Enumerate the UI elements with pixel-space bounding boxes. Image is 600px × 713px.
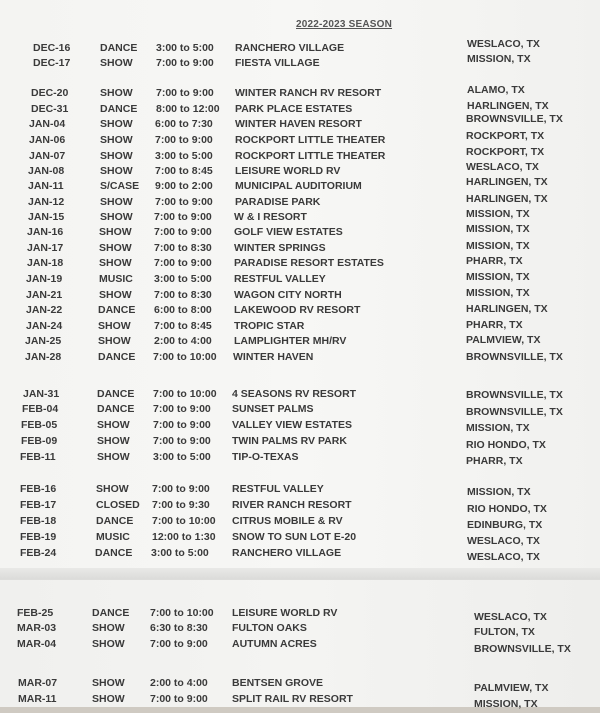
row-time: 6:00 to 8:00 <box>154 304 212 316</box>
schedule-row <box>0 499 600 514</box>
row-type: SHOW <box>99 242 132 254</box>
row-city: MISSION, TX <box>466 271 530 283</box>
row-venue: SPLIT RAIL RV RESORT <box>232 693 353 705</box>
row-time: 8:00 to 12:00 <box>156 103 220 115</box>
row-time: 3:00 to 5:00 <box>154 273 212 285</box>
row-time: 7:00 to 10:00 <box>153 388 217 400</box>
row-time: 7:00 to 10:00 <box>150 607 214 619</box>
row-city: PHARR, TX <box>466 255 523 267</box>
row-venue: PARADISE RESORT ESTATES <box>234 257 384 269</box>
row-city: ROCKPORT, TX <box>466 130 545 142</box>
row-venue: W & I RESORT <box>234 211 307 223</box>
row-type: DANCE <box>97 403 135 415</box>
row-time: 7:00 to 8:30 <box>154 242 212 254</box>
row-date: JAN-12 <box>28 196 65 208</box>
row-date: JAN-31 <box>23 388 60 400</box>
schedule-row <box>0 531 600 546</box>
row-city: BROWNSVILLE, TX <box>466 389 563 401</box>
row-type: DANCE <box>96 515 134 527</box>
row-city: ROCKPORT, TX <box>466 146 545 158</box>
row-venue: WINTER RANCH RV RESORT <box>235 87 382 99</box>
row-venue: WAGON CITY NORTH <box>234 289 342 301</box>
row-time: 7:00 to 9:00 <box>153 435 211 447</box>
schedule-row <box>0 403 600 418</box>
row-time: 7:00 to 9:00 <box>150 693 208 705</box>
row-type: SHOW <box>97 451 130 463</box>
row-city: RIO HONDO, TX <box>466 439 546 451</box>
row-city: BROWNSVILLE, TX <box>474 643 571 655</box>
row-venue: AUTUMN ACRES <box>232 638 317 650</box>
row-city: WESLACO, TX <box>467 551 540 563</box>
row-type: SHOW <box>92 677 125 689</box>
row-time: 7:00 to 9:00 <box>154 257 212 269</box>
schedule-row <box>0 335 600 350</box>
row-time: 7:00 to 8:45 <box>154 320 212 332</box>
row-time: 7:00 to 8:30 <box>154 289 212 301</box>
row-time: 7:00 to 9:00 <box>153 403 211 415</box>
row-city: WESLACO, TX <box>467 38 540 50</box>
row-city: MISSION, TX <box>466 422 530 434</box>
row-type: SHOW <box>99 289 132 301</box>
row-time: 7:00 to 9:00 <box>152 483 210 495</box>
schedule-row <box>0 638 600 653</box>
row-venue: ROCKPORT LITTLE THEATER <box>235 134 386 146</box>
row-type: MUSIC <box>96 531 130 543</box>
row-city: MISSION, TX <box>466 287 530 299</box>
row-time: 7:00 to 9:00 <box>153 419 211 431</box>
row-venue: LAKEWOOD RV RESORT <box>234 304 361 316</box>
row-type: DANCE <box>98 304 136 316</box>
row-time: 7:00 to 9:00 <box>156 87 214 99</box>
row-date: MAR-07 <box>18 677 58 689</box>
row-time: 2:00 to 4:00 <box>150 677 208 689</box>
schedule-row <box>0 289 600 304</box>
row-city: HARLINGEN, TX <box>466 193 548 205</box>
schedule-row <box>0 53 600 72</box>
row-city: HARLINGEN, TX <box>467 100 549 112</box>
row-type: SHOW <box>100 150 133 162</box>
row-type: SHOW <box>99 226 132 238</box>
row-date: FEB-24 <box>20 547 57 559</box>
row-date: FEB-25 <box>17 607 54 619</box>
season-title: 2022-2023 SEASON <box>296 19 393 30</box>
row-venue: RESTFUL VALLEY <box>234 273 326 285</box>
row-time: 9:00 to 2:00 <box>155 180 213 192</box>
row-city: HARLINGEN, TX <box>466 176 548 188</box>
row-venue: WINTER HAVEN RESORT <box>235 118 362 130</box>
schedule-row <box>0 419 600 434</box>
row-date: JAN-08 <box>28 165 65 177</box>
row-venue: TROPIC STAR <box>234 320 305 332</box>
row-venue: RANCHERO VILLAGE <box>232 547 342 559</box>
row-type: SHOW <box>97 419 130 431</box>
row-type: SHOW <box>100 87 133 99</box>
schedule-row <box>0 515 600 530</box>
row-type: SHOW <box>97 435 130 447</box>
row-type: SHOW <box>100 134 133 146</box>
row-type: SHOW <box>99 257 132 269</box>
row-date: DEC-31 <box>31 103 69 115</box>
row-city: PALMVIEW, TX <box>474 682 549 694</box>
row-date: FEB-18 <box>20 515 57 527</box>
row-time: 7:00 to 9:00 <box>155 196 213 208</box>
row-venue: RESTFUL VALLEY <box>232 483 324 495</box>
row-date: JAN-17 <box>27 242 64 254</box>
schedule-row <box>0 435 600 450</box>
row-time: 3:00 to 5:00 <box>151 547 209 559</box>
row-type: SHOW <box>100 118 133 130</box>
row-type: CLOSED <box>96 499 140 511</box>
row-venue: VALLEY VIEW ESTATES <box>232 419 352 431</box>
row-date: JAN-07 <box>29 150 66 162</box>
row-type: SHOW <box>96 483 129 495</box>
row-venue: FIESTA VILLAGE <box>235 57 320 69</box>
row-city: BROWNSVILLE, TX <box>466 113 563 125</box>
row-venue: GOLF VIEW ESTATES <box>234 226 343 238</box>
row-date: JAN-15 <box>28 211 65 223</box>
row-date: JAN-21 <box>26 289 63 301</box>
row-date: FEB-05 <box>21 419 58 431</box>
row-time: 3:00 to 5:00 <box>155 150 213 162</box>
schedule-row <box>0 677 600 692</box>
schedule-row <box>0 693 600 708</box>
schedule-row <box>0 622 600 637</box>
row-date: JAN-28 <box>25 351 62 363</box>
row-city: MISSION, TX <box>474 698 538 710</box>
row-city: PHARR, TX <box>466 455 523 467</box>
row-time: 7:00 to 9:00 <box>154 211 212 223</box>
row-date: FEB-16 <box>20 483 57 495</box>
row-type: DANCE <box>92 607 130 619</box>
row-venue: TWIN PALMS RV PARK <box>232 435 347 447</box>
row-type: S/CASE <box>100 180 140 192</box>
row-date: JAN-19 <box>26 273 63 285</box>
schedule-row <box>0 388 600 403</box>
schedule-row <box>0 304 600 319</box>
row-venue: RIVER RANCH RESORT <box>232 499 352 511</box>
schedule-row <box>0 320 600 335</box>
row-time: 7:00 to 8:45 <box>155 165 213 177</box>
row-date: FEB-09 <box>21 435 58 447</box>
row-type: DANCE <box>100 103 138 115</box>
row-time: 2:00 to 4:00 <box>154 335 212 347</box>
row-type: SHOW <box>100 211 133 223</box>
row-venue: PARK PLACE ESTATES <box>235 103 353 115</box>
row-venue: 4 SEASONS RV RESORT <box>232 388 357 400</box>
schedule-row <box>0 483 600 498</box>
row-city: PHARR, TX <box>466 319 523 331</box>
row-date: MAR-03 <box>17 622 57 634</box>
row-time: 6:30 to 8:30 <box>150 622 208 634</box>
row-type: SHOW <box>92 622 125 634</box>
row-date: JAN-06 <box>29 134 66 146</box>
row-time: 7:00 to 9:00 <box>156 57 214 69</box>
row-venue: TIP-O-TEXAS <box>232 451 299 463</box>
row-time: 3:00 to 5:00 <box>153 451 211 463</box>
row-city: MISSION, TX <box>467 53 531 65</box>
row-date: FEB-04 <box>22 403 59 415</box>
row-venue: LAMPLIGHTER MH/RV <box>234 335 347 347</box>
row-type: SHOW <box>92 693 125 705</box>
row-venue: FULTON OAKS <box>232 622 307 634</box>
row-type: SHOW <box>100 57 133 69</box>
row-date: FEB-19 <box>20 531 57 543</box>
row-venue: SNOW TO SUN LOT E-20 <box>232 531 357 543</box>
row-date: FEB-11 <box>20 451 56 463</box>
row-city: WESLACO, TX <box>474 611 547 623</box>
schedule-row <box>0 547 600 562</box>
row-date: JAN-25 <box>25 335 62 347</box>
row-type: SHOW <box>98 320 131 332</box>
row-type: MUSIC <box>99 273 133 285</box>
row-venue: MUNICIPAL AUDITORIUM <box>235 180 362 192</box>
row-type: SHOW <box>100 165 133 177</box>
row-date: JAN-24 <box>26 320 63 332</box>
row-venue: WINTER SPRINGS <box>234 242 326 254</box>
row-venue: RANCHERO VILLAGE <box>235 42 345 54</box>
row-city: MISSION, TX <box>466 240 530 252</box>
row-venue: WINTER HAVEN <box>233 351 314 363</box>
row-time: 6:00 to 7:30 <box>155 118 213 130</box>
row-time: 7:00 to 9:30 <box>152 499 210 511</box>
row-type: SHOW <box>92 638 125 650</box>
row-city: MISSION, TX <box>466 208 530 220</box>
row-venue: PARADISE PARK <box>235 196 321 208</box>
row-venue: BENTSEN GROVE <box>232 677 324 689</box>
row-time: 7:00 to 10:00 <box>152 515 216 527</box>
row-date: JAN-11 <box>28 180 64 192</box>
row-venue: LEISURE WORLD RV <box>235 165 341 177</box>
row-date: JAN-22 <box>26 304 63 316</box>
row-date: JAN-18 <box>27 257 64 269</box>
row-city: BROWNSVILLE, TX <box>466 406 563 418</box>
row-date: MAR-11 <box>18 693 57 705</box>
schedule-row <box>0 351 600 366</box>
row-city: MISSION, TX <box>466 223 530 235</box>
row-time: 3:00 to 5:00 <box>156 42 214 54</box>
row-venue: LEISURE WORLD RV <box>232 607 338 619</box>
schedule-row <box>0 451 600 466</box>
schedule-row <box>0 223 600 241</box>
row-date: DEC-17 <box>33 57 71 69</box>
row-type: SHOW <box>98 335 131 347</box>
row-city: WESLACO, TX <box>466 161 539 173</box>
row-city: ALAMO, TX <box>467 84 525 96</box>
row-city: WESLACO, TX <box>467 535 540 547</box>
row-city: EDINBURG, TX <box>467 519 543 531</box>
row-city: FULTON, TX <box>474 626 535 638</box>
row-venue: ROCKPORT LITTLE THEATER <box>235 150 386 162</box>
row-venue: CITRUS MOBILE & RV <box>232 515 343 527</box>
row-time: 12:00 to 1:30 <box>152 531 216 543</box>
row-time: 7:00 to 9:00 <box>154 226 212 238</box>
row-city: PALMVIEW, TX <box>466 334 541 346</box>
row-type: DANCE <box>100 42 138 54</box>
row-city: BROWNSVILLE, TX <box>466 351 563 363</box>
schedule-row <box>0 607 600 622</box>
row-type: DANCE <box>97 388 135 400</box>
row-venue: SUNSET PALMS <box>232 403 314 415</box>
row-city: RIO HONDO, TX <box>467 503 547 515</box>
row-time: 7:00 to 9:00 <box>155 134 213 146</box>
row-time: 7:00 to 9:00 <box>150 638 208 650</box>
row-type: SHOW <box>100 196 133 208</box>
row-date: MAR-04 <box>17 638 57 650</box>
schedule-row <box>0 257 600 272</box>
row-date: JAN-04 <box>29 118 66 130</box>
row-date: JAN-16 <box>27 226 64 238</box>
row-date: DEC-20 <box>31 87 69 99</box>
row-time: 7:00 to 10:00 <box>153 351 217 363</box>
schedule-row <box>0 273 600 288</box>
row-city: HARLINGEN, TX <box>466 303 548 315</box>
row-type: DANCE <box>98 351 136 363</box>
row-date: FEB-17 <box>20 499 57 511</box>
row-city: MISSION, TX <box>467 486 531 498</box>
row-type: DANCE <box>95 547 133 559</box>
row-date: DEC-16 <box>33 42 71 54</box>
